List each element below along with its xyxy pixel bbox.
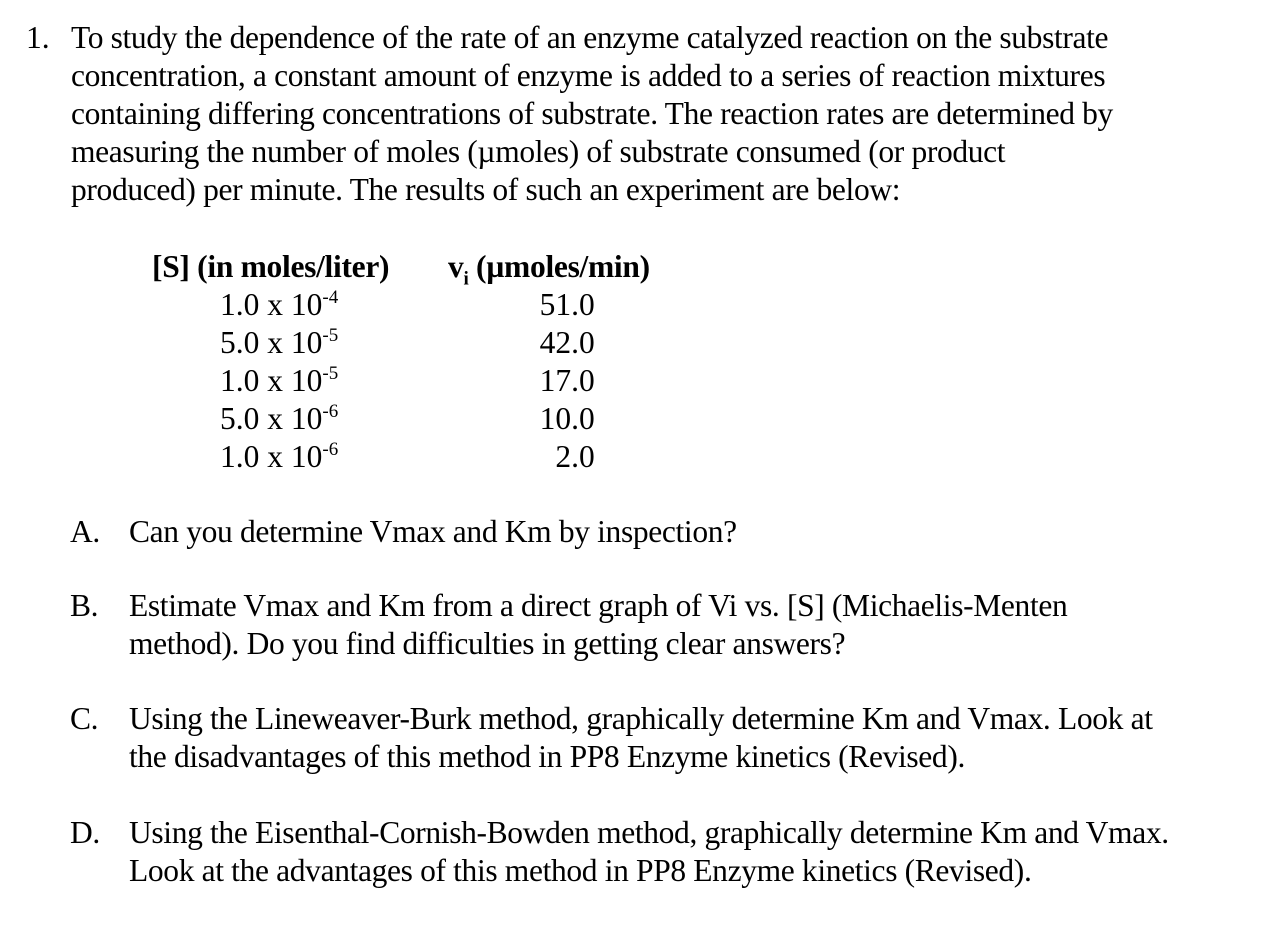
substrate-exponent: -5 (322, 362, 339, 384)
part-line: Estimate Vmax and Km from a direct graph of Vi vs. [S] (Michaelis-Menten (129, 588, 1068, 623)
table-row (152, 400, 650, 438)
substrate-mantissa: 5.0 x 10 (220, 325, 323, 360)
part-text (129, 587, 1260, 663)
substrate-exponent: -6 (322, 438, 339, 460)
substrate-exponent: -6 (322, 400, 339, 422)
question-number: 1. (26, 20, 50, 55)
substrate-exponent: -4 (322, 286, 339, 308)
substrate-value (152, 362, 448, 400)
substrate-value (152, 400, 448, 438)
substrate-value (152, 438, 448, 476)
part-letter: C. (70, 701, 99, 736)
question-line: concentration, a constant amount of enzyme is added to a series of reaction mixtures (71, 58, 1106, 93)
part-line: method). Do you find difficulties in getting clear answers? (129, 626, 846, 661)
header-v-subscript: i (463, 268, 469, 290)
part-letter: B. (70, 588, 99, 623)
table-header-row (152, 248, 650, 286)
part-line: Using the Eisenthal-Cornish-Bowden method, graphically determine Km and Vmax. (129, 815, 1169, 850)
part-b (70, 587, 1260, 663)
header-initial-velocity (448, 248, 650, 290)
question-line: containing differing concentrations of substrate. The reaction rates are determined by (71, 96, 1113, 131)
question-line: produced) per minute. The results of such an experiment are below: (71, 172, 901, 207)
question-text (71, 19, 1231, 209)
part-letter: D. (70, 815, 100, 850)
part-text (129, 513, 1260, 551)
part-c (70, 700, 1260, 776)
part-a (70, 513, 1260, 551)
velocity-value: 42.0 (539, 325, 595, 360)
part-letter: A. (70, 514, 100, 549)
part-d (70, 814, 1260, 890)
substrate-mantissa: 1.0 x 10 (220, 439, 323, 474)
part-text (129, 700, 1260, 776)
header-v-unit: (µmoles/min) (468, 249, 650, 284)
question-1 (26, 19, 1256, 209)
part-line: Can you determine Vmax and Km by inspection? (129, 514, 737, 549)
table-row (152, 286, 650, 324)
table-row (152, 362, 650, 400)
part-line: the disadvantages of this method in PP8 Enzyme kinetics (Revised). (129, 739, 965, 774)
substrate-mantissa: 5.0 x 10 (220, 401, 323, 436)
substrate-mantissa: 1.0 x 10 (220, 287, 323, 322)
substrate-exponent: -5 (322, 324, 339, 346)
part-text (129, 814, 1260, 890)
substrate-value (152, 286, 448, 324)
substrate-value (152, 324, 448, 362)
velocity-value: 17.0 (539, 363, 595, 398)
part-line: Look at the advantages of this method in PP8 Enzyme kinetics (Revised). (129, 853, 1032, 888)
header-substrate-concentration: [S] (in moles/liter) (152, 249, 390, 284)
table-row (152, 324, 650, 362)
table-row (152, 438, 650, 476)
question-line: To study the dependence of the rate of an enzyme catalyzed reaction on the substrate (71, 20, 1109, 55)
velocity-value: 51.0 (539, 287, 595, 322)
substrate-mantissa: 1.0 x 10 (220, 363, 323, 398)
header-v-symbol: v (448, 249, 464, 284)
velocity-value: 10.0 (539, 401, 595, 436)
part-line: Using the Lineweaver-Burk method, graphically determine Km and Vmax. Look at (129, 701, 1153, 736)
question-line: measuring the number of moles (µmoles) of substrate consumed (or product (71, 134, 1006, 169)
velocity-value: 2.0 (555, 439, 595, 474)
data-table (152, 248, 650, 476)
